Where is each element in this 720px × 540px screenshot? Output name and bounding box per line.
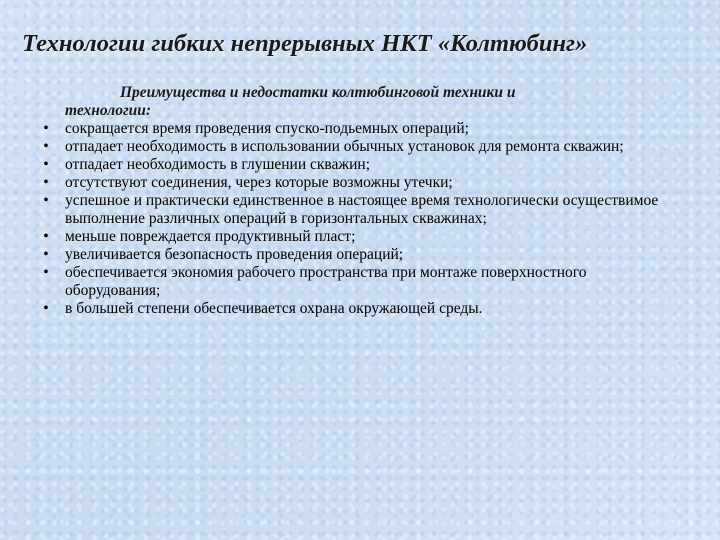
bullet-icon: • — [43, 138, 49, 155]
list-item — [40, 174, 660, 192]
list-item-text: отсутствуют соединения, через которые возможны утечки; — [65, 174, 453, 191]
list-item-text: обеспечивается экономия рабочего пространства при монтаже поверхностного оборудования; — [65, 264, 587, 299]
subtitle-line-2: технологии: — [65, 102, 152, 119]
bullet-icon: • — [43, 174, 49, 191]
bullet-icon: • — [43, 246, 49, 263]
list-item-text: в большей степени обеспечивается охрана окружающей среды. — [65, 300, 483, 317]
bullet-icon: • — [43, 300, 49, 317]
bullet-icon: • — [43, 120, 49, 137]
advantages-list — [40, 120, 660, 318]
list-item — [40, 300, 660, 318]
list-item — [40, 120, 660, 138]
list-item-text: отпадает необходимость в использовании обычных установок для ремонта скважин; — [65, 138, 624, 155]
list-item — [40, 192, 660, 228]
bullet-icon: • — [43, 156, 49, 173]
list-item-text: успешное и практически единственное в настоящее время технологически осуществимое выполнение различных операций в горизонтальных скважинах; — [65, 192, 659, 227]
bullet-icon: • — [43, 228, 49, 245]
section-subtitle — [65, 84, 660, 102]
list-item — [40, 264, 660, 300]
list-item-text: увеличивается безопасность проведения операций; — [65, 246, 404, 263]
bullet-icon: • — [43, 192, 49, 209]
list-item-text: сокращается время проведения спуско-подьемных операций; — [65, 120, 469, 137]
slide-content — [40, 84, 660, 318]
list-item — [40, 138, 660, 156]
list-item — [40, 246, 660, 264]
list-item-text: меньше повреждается продуктивный пласт; — [65, 228, 356, 245]
list-item-text: отпадает необходимость в глушении скважин; — [65, 156, 371, 173]
list-item — [40, 156, 660, 174]
slide-title: Технологии гибких непрерывных НКТ «Колтюбинг» — [22, 30, 588, 57]
subtitle-line-1: Преимущества и недостатки колтюбинговой техники и — [120, 84, 516, 101]
list-item — [40, 228, 660, 246]
bullet-icon: • — [43, 264, 49, 281]
